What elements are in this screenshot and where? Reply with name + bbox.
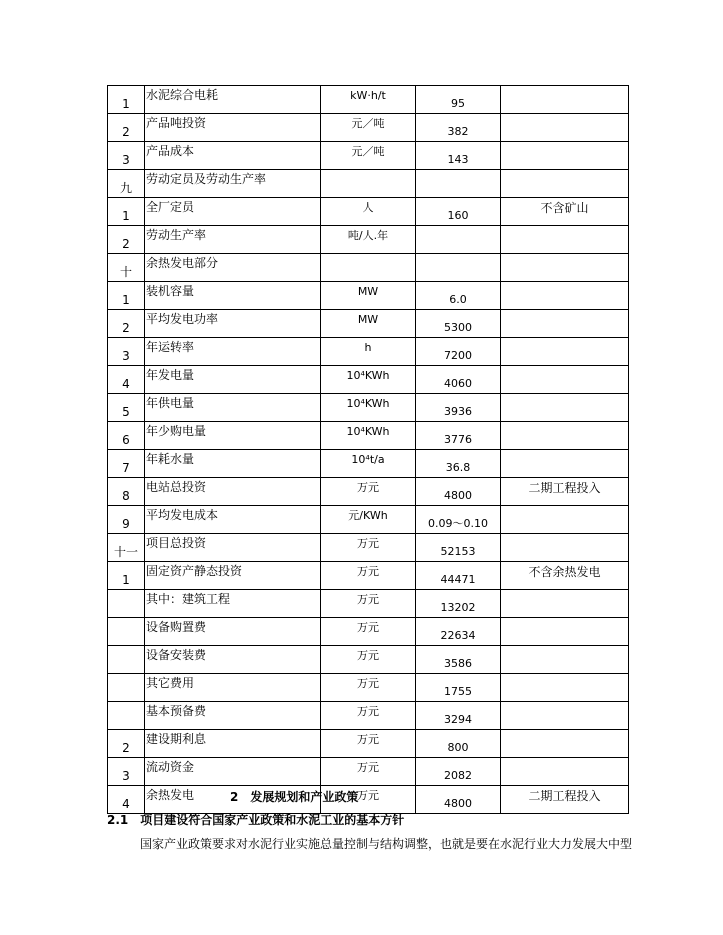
cell-row-number: 十 — [108, 254, 145, 282]
cell-row-number: 5 — [108, 394, 145, 422]
cell-note — [501, 338, 629, 366]
cell-item-name: 其中：建筑工程 — [145, 590, 321, 618]
cell-row-number: 1 — [108, 86, 145, 114]
cell-note — [501, 674, 629, 702]
cell-unit: h — [321, 338, 416, 366]
cell-note — [501, 86, 629, 114]
cell-note — [501, 282, 629, 310]
table-row — [108, 618, 629, 646]
cell-note — [501, 506, 629, 534]
cell-value: 1755 — [416, 674, 501, 702]
table-row — [108, 590, 629, 618]
cell-unit: 元／吨 — [321, 114, 416, 142]
cell-item-name: 设备安装费 — [145, 646, 321, 674]
table-row — [108, 310, 629, 338]
cell-row-number: 4 — [108, 366, 145, 394]
cell-unit: 元／吨 — [321, 142, 416, 170]
cell-note: 不含矿山 — [501, 198, 629, 226]
cell-unit: 万元 — [321, 702, 416, 730]
cell-note — [501, 114, 629, 142]
cell-row-number: 9 — [108, 506, 145, 534]
cell-unit: 10⁴KWh — [321, 422, 416, 450]
cell-item-name: 年耗水量 — [145, 450, 321, 478]
cell-unit: 元/KWh — [321, 506, 416, 534]
cell-row-number: 7 — [108, 450, 145, 478]
cell-value: 13202 — [416, 590, 501, 618]
cell-value: 36.8 — [416, 450, 501, 478]
cell-note — [501, 254, 629, 282]
cell-value: 382 — [416, 114, 501, 142]
cell-value: 4060 — [416, 366, 501, 394]
cell-unit: 万元 — [321, 758, 416, 786]
cell-note — [501, 450, 629, 478]
cell-row-number: 2 — [108, 114, 145, 142]
cell-note: 二期工程投入 — [501, 478, 629, 506]
table-row — [108, 198, 629, 226]
cell-row-number: 九 — [108, 170, 145, 198]
table-row — [108, 114, 629, 142]
cell-item-name: 固定资产静态投资 — [145, 562, 321, 590]
cell-value: 44471 — [416, 562, 501, 590]
table-row — [108, 282, 629, 310]
cell-row-number: 2 — [108, 730, 145, 758]
cell-item-name: 劳动定员及劳动生产率 — [145, 170, 321, 198]
cell-unit: 万元 — [321, 478, 416, 506]
cell-row-number: 6 — [108, 422, 145, 450]
cell-value: 3294 — [416, 702, 501, 730]
table-row — [108, 86, 629, 114]
cell-note — [501, 758, 629, 786]
cell-item-name: 全厂定员 — [145, 198, 321, 226]
table-row — [108, 422, 629, 450]
cell-value: 2082 — [416, 758, 501, 786]
table-row — [108, 534, 629, 562]
cell-unit: 万元 — [321, 590, 416, 618]
cell-note — [501, 142, 629, 170]
table-row — [108, 366, 629, 394]
cell-value: 0.09～0.10 — [416, 506, 501, 534]
cell-item-name: 余热发电 — [145, 786, 321, 814]
cell-value — [416, 254, 501, 282]
cell-value: 143 — [416, 142, 501, 170]
cell-value: 3586 — [416, 646, 501, 674]
cell-item-name: 年供电量 — [145, 394, 321, 422]
cell-item-name: 平均发电成本 — [145, 506, 321, 534]
cell-unit: 10⁴KWh — [321, 366, 416, 394]
table-row — [108, 450, 629, 478]
indicator-table-body — [108, 86, 629, 814]
cell-unit: kW·h/t — [321, 86, 416, 114]
cell-row-number — [108, 702, 145, 730]
table-row — [108, 506, 629, 534]
cell-unit: 万元 — [321, 618, 416, 646]
cell-note — [501, 730, 629, 758]
cell-note — [501, 534, 629, 562]
cell-row-number: 十一 — [108, 534, 145, 562]
cell-row-number: 3 — [108, 338, 145, 366]
cell-unit — [321, 254, 416, 282]
cell-note — [501, 310, 629, 338]
cell-unit: MW — [321, 282, 416, 310]
section-heading: 2 发展规划和产业政策 — [230, 790, 359, 804]
cell-unit — [321, 170, 416, 198]
cell-row-number: 1 — [108, 562, 145, 590]
body-paragraph: 国家产业政策要求对水泥行业实施总量控制与结构调整，也就是要在水泥行业大力发展大中型 — [140, 837, 633, 851]
table-row — [108, 142, 629, 170]
table-row — [108, 394, 629, 422]
cell-item-name: 其它费用 — [145, 674, 321, 702]
cell-value: 52153 — [416, 534, 501, 562]
cell-item-name: 平均发电功率 — [145, 310, 321, 338]
subsection-heading: 2.1 项目建设符合国家产业政策和水泥工业的基本方针 — [107, 813, 405, 827]
cell-value: 6.0 — [416, 282, 501, 310]
cell-note — [501, 702, 629, 730]
cell-value: 4800 — [416, 786, 501, 814]
cell-unit: 万元 — [321, 674, 416, 702]
cell-note — [501, 394, 629, 422]
cell-item-name: 年发电量 — [145, 366, 321, 394]
table-row — [108, 170, 629, 198]
table-row — [108, 758, 629, 786]
cell-value: 4800 — [416, 478, 501, 506]
cell-item-name: 余热发电部分 — [145, 254, 321, 282]
cell-note — [501, 422, 629, 450]
cell-value — [416, 226, 501, 254]
cell-row-number: 3 — [108, 142, 145, 170]
cell-item-name: 年运转率 — [145, 338, 321, 366]
cell-row-number: 2 — [108, 310, 145, 338]
cell-value: 3936 — [416, 394, 501, 422]
cell-item-name: 电站总投资 — [145, 478, 321, 506]
cell-unit: 万元 — [321, 646, 416, 674]
table-row — [108, 646, 629, 674]
cell-row-number — [108, 618, 145, 646]
cell-value: 95 — [416, 86, 501, 114]
table-row — [108, 730, 629, 758]
cell-item-name: 装机容量 — [145, 282, 321, 310]
table-row — [108, 786, 629, 814]
cell-unit: 万元 — [321, 534, 416, 562]
table-row — [108, 478, 629, 506]
cell-unit: 人 — [321, 198, 416, 226]
cell-note — [501, 590, 629, 618]
cell-unit: 万元 — [321, 786, 416, 814]
cell-unit: 万元 — [321, 730, 416, 758]
cell-item-name: 产品吨投资 — [145, 114, 321, 142]
cell-note — [501, 646, 629, 674]
cell-row-number — [108, 646, 145, 674]
cell-item-name: 水泥综合电耗 — [145, 86, 321, 114]
cell-unit: 万元 — [321, 562, 416, 590]
cell-item-name: 劳动生产率 — [145, 226, 321, 254]
cell-item-name: 年少购电量 — [145, 422, 321, 450]
cell-row-number — [108, 674, 145, 702]
table-row — [108, 674, 629, 702]
table-row — [108, 254, 629, 282]
cell-note — [501, 618, 629, 646]
cell-item-name: 建设期利息 — [145, 730, 321, 758]
cell-value: 800 — [416, 730, 501, 758]
cell-note: 不含余热发电 — [501, 562, 629, 590]
cell-row-number: 1 — [108, 282, 145, 310]
cell-item-name: 流动资金 — [145, 758, 321, 786]
cell-note: 二期工程投入 — [501, 786, 629, 814]
cell-value: 7200 — [416, 338, 501, 366]
indicator-table — [107, 85, 629, 814]
cell-value: 22634 — [416, 618, 501, 646]
cell-unit: 10⁴t/a — [321, 450, 416, 478]
cell-row-number: 8 — [108, 478, 145, 506]
cell-note — [501, 226, 629, 254]
cell-row-number — [108, 590, 145, 618]
table-row — [108, 226, 629, 254]
cell-note — [501, 170, 629, 198]
cell-item-name: 基本预备费 — [145, 702, 321, 730]
cell-row-number: 4 — [108, 786, 145, 814]
cell-item-name: 产品成本 — [145, 142, 321, 170]
table-row — [108, 562, 629, 590]
cell-row-number: 1 — [108, 198, 145, 226]
cell-unit: 吨/人.年 — [321, 226, 416, 254]
cell-value — [416, 170, 501, 198]
cell-row-number: 2 — [108, 226, 145, 254]
table-row — [108, 702, 629, 730]
cell-item-name: 项目总投资 — [145, 534, 321, 562]
cell-unit: 10⁴KWh — [321, 394, 416, 422]
table-row — [108, 338, 629, 366]
cell-unit: MW — [321, 310, 416, 338]
cell-row-number: 3 — [108, 758, 145, 786]
cell-value: 5300 — [416, 310, 501, 338]
cell-item-name: 设备购置费 — [145, 618, 321, 646]
cell-note — [501, 366, 629, 394]
cell-value: 160 — [416, 198, 501, 226]
cell-value: 3776 — [416, 422, 501, 450]
